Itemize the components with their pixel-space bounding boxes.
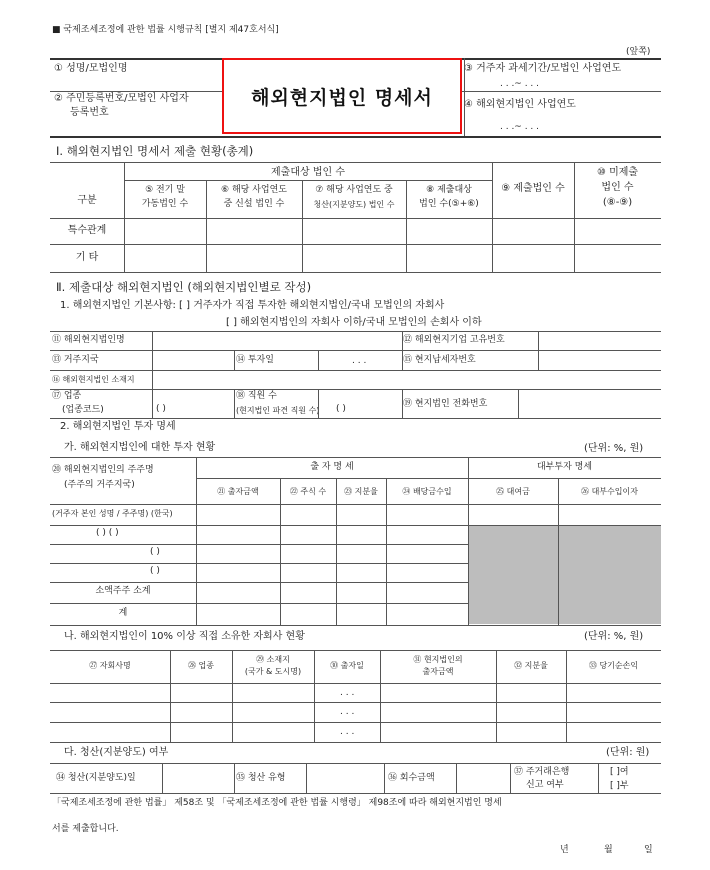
col-sub-capital-line1: ㉛ 현지법인의 bbox=[413, 655, 463, 664]
col9: ⑨ 제출법인 수 bbox=[501, 183, 565, 194]
subsidiary-status-title: 나. 해외현지법인이 10% 이상 직접 소유한 자회사 현황 bbox=[64, 631, 305, 642]
local-corp-address-label: ⑯ 해외현지법인 소재지 bbox=[52, 375, 135, 384]
form-title: 해외현지법인 명세서 bbox=[251, 86, 433, 109]
col-loan-interest: ㉖ 대부수입이자 bbox=[581, 487, 638, 496]
page-side-label: (앞쪽) bbox=[626, 47, 651, 57]
sub-row1-date[interactable]: . . . bbox=[340, 688, 355, 698]
statement-line1: 「국제조세조정에 관한 법률」 제58조 및 「국제조세조정에 관한 법률 시행령」 제98조에 따라 해외현지법인 명세 bbox=[52, 798, 502, 808]
basic-info-option1[interactable]: 1. 해외현지법인 기본사항: [ ] 거주자가 직접 투자한 해외현지법인/국내 모법인의 자회사 bbox=[60, 300, 445, 311]
residence-country-label: ⑬ 거주지국 bbox=[52, 355, 99, 365]
invest-date-value[interactable]: . . . bbox=[352, 356, 367, 366]
col-sub-net-income: ㉝ 당기순손익 bbox=[588, 661, 639, 670]
col6-line2: 중 신설 법인 수 bbox=[223, 199, 285, 209]
local-corp-name-label: ⑪ 해외현지법인명 bbox=[52, 335, 125, 345]
col-sub-capital-line2: 출자금액 bbox=[422, 667, 454, 676]
liquidation-date-label: ㉞ 청산(지분양도)일 bbox=[56, 773, 136, 783]
local-taxpayer-no-label: ⑮ 현지납세자번호 bbox=[403, 355, 476, 365]
col-capital-amount: ㉑ 출자금액 bbox=[217, 487, 259, 496]
col-gubun: 구분 bbox=[77, 195, 97, 206]
fiscal-year-label: ④ 해외현지법인 사업연도 bbox=[464, 99, 576, 110]
dispatched-employees-input[interactable]: ( ) bbox=[336, 404, 346, 414]
col10-line2: 법인 수 bbox=[601, 182, 634, 193]
col7-line2: 청산(지분양도) 법인 수 bbox=[313, 200, 395, 209]
submit-target-header: 제출대상 법인 수 bbox=[271, 167, 345, 178]
local-corp-id-label: ⑫ 해외현지기업 고유번호 bbox=[403, 335, 505, 345]
regulation-reference: ■ 국제조세조정에 관한 법률 시행규칙 [별지 제47호서식] bbox=[52, 25, 279, 35]
liquidation-title: 다. 청산(지분양도) 여부 bbox=[64, 747, 169, 758]
business-type-label: ⑰ 업종 bbox=[52, 391, 82, 401]
investment-unit: (단위: %, 원) bbox=[584, 443, 644, 454]
row-resident-shareholder[interactable]: (거주자 본인 성명 / 주주명) (한국) bbox=[52, 509, 173, 518]
section1-title: Ⅰ. 해외현지법인 명세서 제출 현황(총계) bbox=[56, 144, 254, 158]
phone-label: ⑲ 현지법인 전화번호 bbox=[403, 399, 488, 409]
investment-status-title: 가. 해외현지법인에 대한 투자 현황 bbox=[64, 442, 216, 453]
row-shareholder-2[interactable]: ( ) ( ) bbox=[96, 528, 119, 538]
report-no-checkbox[interactable]: [ ]부 bbox=[610, 781, 629, 791]
invest-section-title: 2. 해외현지법인 투자 명세 bbox=[60, 421, 176, 432]
sub-row2-date[interactable]: . . . bbox=[340, 707, 355, 717]
col5-line1: ⑤ 전기 말 bbox=[145, 185, 185, 195]
row-total: 계 bbox=[118, 608, 128, 618]
col-dividend: ㉔ 배당금수입 bbox=[402, 487, 452, 496]
col-sub-share-ratio: ㉜ 지분율 bbox=[514, 661, 548, 670]
subsidiary-unit: (단위: %, 원) bbox=[584, 631, 644, 642]
main-bank-report-line1: ㊲ 주거래은행 bbox=[514, 767, 570, 777]
col-subsidiary-name: ㉗ 자회사명 bbox=[89, 661, 131, 670]
row-special-relation: 특수관계 bbox=[67, 225, 107, 236]
loan-shaded-area bbox=[469, 526, 661, 624]
basic-info-option2[interactable]: [ ] 해외현지법인의 자회사 이하/국내 모법인의 손회사 이하 bbox=[226, 317, 482, 328]
col7-line1: ⑦ 해당 사업연도 중 bbox=[315, 185, 393, 195]
form-title-box bbox=[222, 58, 462, 134]
dispatched-employees-label: (현지법인 파견 직원 수) bbox=[236, 406, 320, 415]
date-day[interactable]: 일 bbox=[644, 845, 653, 855]
shareholder-col-line2: (주주의 거주지국) bbox=[64, 480, 135, 490]
row-shareholder-3[interactable]: ( ) bbox=[150, 547, 160, 557]
col6-line1: ⑥ 해당 사업연도 bbox=[221, 185, 287, 195]
row-other: 기 타 bbox=[75, 252, 99, 263]
loan-detail-header: 대부투자 명세 bbox=[536, 462, 593, 472]
col-sub-invest-date: ㉚ 출자일 bbox=[330, 661, 364, 670]
recovered-amount-label: ㊱ 회수금액 bbox=[388, 773, 435, 783]
sub-row3-date[interactable]: . . . bbox=[340, 727, 355, 737]
business-code-label: (업종코드) bbox=[62, 405, 104, 415]
row-shareholder-4[interactable]: ( ) bbox=[150, 566, 160, 576]
col-share-ratio: ㉓ 지분율 bbox=[344, 487, 378, 496]
col10-line1: ⑩ 미제출 bbox=[596, 167, 639, 178]
col5-line2: 가동법인 수 bbox=[141, 199, 189, 209]
name-field-label: ① 성명/모법인명 bbox=[54, 63, 128, 74]
tax-period-label: ③ 거주자 과세기간/모법인 사업연도 bbox=[464, 63, 622, 74]
col-sub-location-line2: (국가 & 도시명) bbox=[244, 667, 302, 676]
col8-line1: ⑧ 제출대상 bbox=[426, 185, 472, 195]
col-loan: ㉕ 대여금 bbox=[496, 487, 530, 496]
main-bank-report-line2: 신고 여부 bbox=[526, 780, 564, 790]
report-yes-checkbox[interactable]: [ ]여 bbox=[610, 767, 629, 777]
row-minor-subtotal: 소액주주 소계 bbox=[95, 586, 151, 596]
tax-period-dates[interactable]: . . .~ . . . bbox=[500, 79, 540, 89]
section2-title: Ⅱ. 제출대상 해외현지법인 (해외현지법인별로 작성) bbox=[56, 280, 312, 294]
id-number-label-cont: 등록번호 bbox=[70, 107, 109, 118]
business-code-input[interactable]: ( ) bbox=[156, 404, 166, 414]
date-year[interactable]: 년 bbox=[560, 845, 569, 855]
invest-date-label: ⑭ 투자일 bbox=[236, 355, 274, 365]
shareholder-col-line1: ⑳ 해외현지법인의 주주명 bbox=[52, 465, 154, 475]
liquidation-type-label: ㉟ 청산 유형 bbox=[236, 773, 286, 783]
col-sub-location-line1: ㉙ 소재지 bbox=[256, 655, 290, 664]
statement-line2: 서를 제출합니다. bbox=[52, 824, 119, 834]
investment-detail-header: 출 자 명 세 bbox=[310, 462, 354, 472]
col-sub-business: ㉘ 업종 bbox=[188, 661, 214, 670]
col-share-count: ㉒ 주식 수 bbox=[289, 487, 327, 496]
liquidation-unit: (단위: 원) bbox=[606, 747, 650, 758]
employees-label: ⑱ 직원 수 bbox=[236, 391, 277, 401]
id-number-label: ② 주민등록번호/모법인 사업자 bbox=[54, 93, 189, 104]
col8-line2: 법인 수(⑤+⑥) bbox=[419, 199, 479, 209]
fiscal-year-dates[interactable]: . . .~ . . . bbox=[500, 122, 540, 132]
date-month[interactable]: 월 bbox=[604, 845, 613, 855]
col10-line3: (⑧-⑨) bbox=[602, 197, 633, 208]
